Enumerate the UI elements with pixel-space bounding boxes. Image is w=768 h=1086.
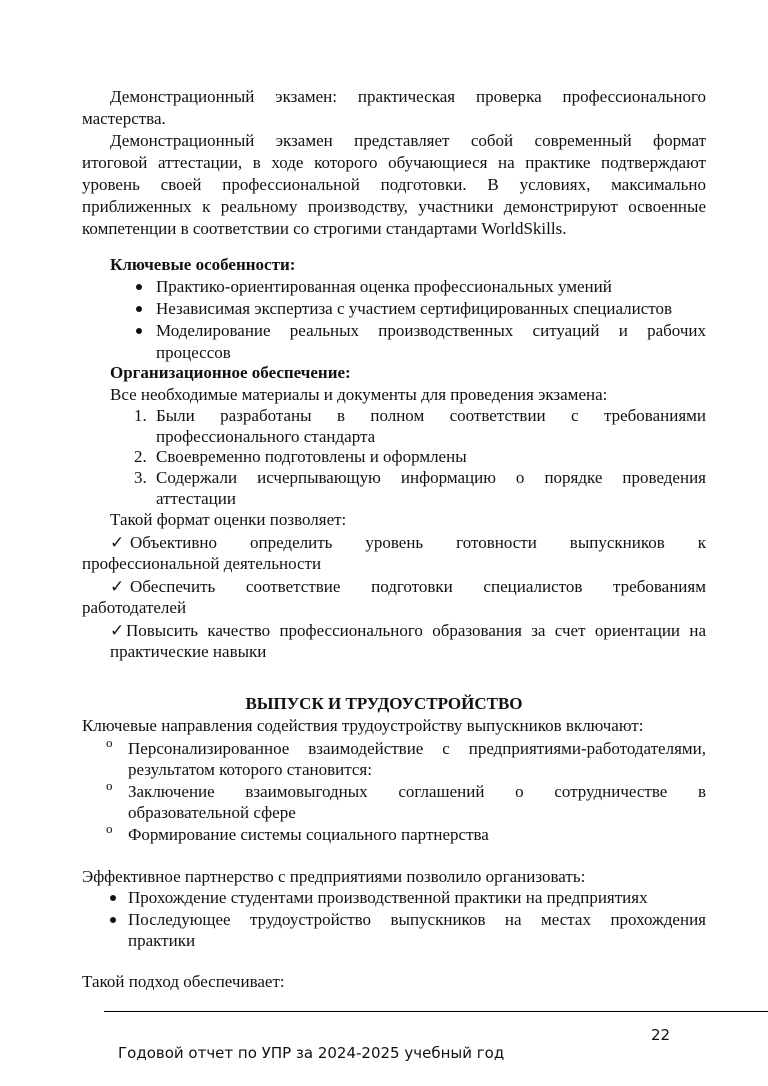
page-number: 22 — [651, 1026, 671, 1044]
employment-item2-line2: образовательной сфере — [128, 803, 296, 822]
features-item2: Независимая экспертиза с участием сертифицированных специалистов — [156, 299, 673, 318]
list-number: 2. — [134, 447, 147, 466]
features-heading: Ключевые особенности: — [110, 255, 296, 274]
partnership-intro: Эффективное партнерство с предприятиями позволило организовать: — [82, 867, 586, 886]
partnership-item2-line2: практики — [128, 931, 196, 950]
intro-para-line3: уровень своей профессиональной подготовки. В условиях, максимально — [82, 175, 706, 194]
employment-intro: Ключевые направления содействия трудоустройству выпускников включают: — [82, 716, 644, 735]
list-number: 1. — [134, 406, 147, 425]
employment-item1-line2: результатом которого становится: — [128, 760, 372, 779]
checkmark-icon: ✓ — [110, 621, 125, 640]
benefits-item2-line1: Обеспечить соответствие подготовки специалистов требованиям — [130, 577, 706, 596]
circle-bullet-icon: o — [106, 778, 113, 793]
partnership-closing: Такой подход обеспечивает: — [82, 972, 285, 991]
bullet-icon — [110, 917, 116, 923]
bullet-icon — [136, 328, 142, 334]
org-heading: Организационное обеспечение: — [110, 363, 351, 382]
features-item3-line2: процессов — [156, 343, 231, 362]
org-item2: Своевременно подготовлены и оформлены — [156, 447, 467, 466]
features-item1: Практико-ориентированная оценка профессиональных умений — [156, 277, 612, 296]
benefits-item1-line2: профессиональной деятельности — [82, 554, 322, 573]
employment-item3: Формирование системы социального партнерства — [128, 825, 489, 844]
circle-bullet-icon: o — [106, 735, 113, 750]
org-intro: Все необходимые материалы и документы для проведения экзамена: — [110, 385, 608, 404]
benefits-intro: Такой формат оценки позволяет: — [110, 510, 347, 529]
intro-para-line1: Демонстрационный экзамен представляет собой современный формат — [110, 131, 706, 150]
benefits-item1-line1: Объективно определить уровень готовности выпускников к — [130, 533, 706, 552]
intro-para-line2: итоговой аттестации, в ходе которого обучающиеся на практике подтверждают — [82, 153, 706, 172]
partnership-item1: Прохождение студентами производственной практики на предприятиях — [128, 888, 648, 907]
org-item3-line2: аттестации — [156, 489, 236, 508]
footer-divider — [104, 1011, 768, 1012]
partnership-item2-line1: Последующее трудоустройство выпускников на местах прохождения — [128, 910, 706, 929]
features-item3-line1: Моделирование реальных производственных ситуаций и рабочих — [156, 321, 706, 340]
employment-item2-line1: Заключение взаимовыгодных соглашений о сотрудничестве в — [128, 782, 706, 801]
intro-title-line1: Демонстрационный экзамен: практическая проверка профессионального — [110, 87, 706, 106]
checkmark-icon: ✓ — [110, 577, 125, 596]
org-item1-line2: профессионального стандарта — [156, 427, 376, 446]
bullet-icon — [110, 895, 116, 901]
bullet-icon — [136, 306, 142, 312]
benefits-item3-line1: Повысить качество профессионального образования за счет ориентации на — [126, 621, 706, 640]
benefits-item2-line2: работодателей — [82, 598, 187, 617]
org-item1-line1: Были разработаны в полном соответствии с требованиями — [156, 406, 706, 425]
intro-title-line2: мастерства. — [82, 109, 166, 128]
bullet-icon — [136, 284, 142, 290]
list-number: 3. — [134, 468, 147, 487]
intro-para-line4: приближенных к реальному производству, участники демонстрируют освоенные — [82, 197, 706, 216]
circle-bullet-icon: o — [106, 821, 113, 836]
section-heading: ВЫПУСК И ТРУДОУСТРОЙСТВО — [245, 694, 523, 713]
intro-para-line5: компетенции в соответствии со строгими стандартами WorldSkills. — [82, 219, 567, 238]
checkmark-icon: ✓ — [110, 533, 125, 552]
employment-item1-line1: Персонализированное взаимодействие с предприятиями-работодателями, — [128, 739, 706, 758]
footer-text: Годовой отчет по УПР за 2024-2025 учебный год — [118, 1044, 505, 1062]
org-item3-line1: Содержали исчерпывающую информацию о порядке проведения — [156, 468, 706, 487]
benefits-item3-line2: практические навыки — [110, 642, 267, 661]
